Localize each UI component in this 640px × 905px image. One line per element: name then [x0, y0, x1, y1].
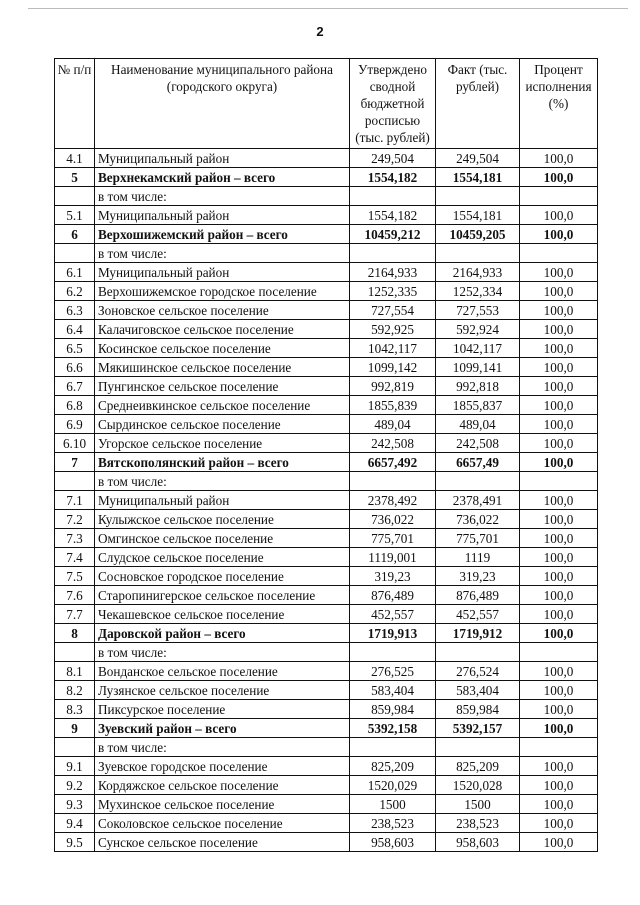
row-name: Пиксурское поселение — [95, 700, 350, 719]
row-fact: 1252,334 — [436, 282, 520, 301]
table-row — [55, 719, 598, 738]
row-fact: 736,022 — [436, 510, 520, 529]
row-number: 7.5 — [55, 567, 95, 586]
row-number: 6.2 — [55, 282, 95, 301]
row-fact: 452,557 — [436, 605, 520, 624]
row-percent: 100,0 — [520, 529, 598, 548]
row-approved: 276,525 — [350, 662, 436, 681]
row-fact: 1500 — [436, 795, 520, 814]
row-approved: 876,489 — [350, 586, 436, 605]
row-fact — [436, 738, 520, 757]
table-row — [55, 187, 598, 206]
table-row — [55, 225, 598, 244]
row-fact: 319,23 — [436, 567, 520, 586]
row-percent: 100,0 — [520, 396, 598, 415]
row-percent: 100,0 — [520, 168, 598, 187]
table-row — [55, 491, 598, 510]
table-row — [55, 149, 598, 168]
row-percent: 100,0 — [520, 282, 598, 301]
row-approved — [350, 244, 436, 263]
row-number: 6.9 — [55, 415, 95, 434]
row-name: Старопинигерское сельское поселение — [95, 586, 350, 605]
row-fact: 276,524 — [436, 662, 520, 681]
row-number: 8.2 — [55, 681, 95, 700]
row-percent: 100,0 — [520, 586, 598, 605]
row-number: 7.2 — [55, 510, 95, 529]
row-approved: 1252,335 — [350, 282, 436, 301]
table-row — [55, 833, 598, 852]
row-number: 7 — [55, 453, 95, 472]
row-number: 7.4 — [55, 548, 95, 567]
row-approved: 1500 — [350, 795, 436, 814]
row-approved: 1855,839 — [350, 396, 436, 415]
row-number: 9.2 — [55, 776, 95, 795]
page-number: 2 — [316, 24, 324, 39]
row-fact: 876,489 — [436, 586, 520, 605]
table-row — [55, 643, 598, 662]
row-fact: 6657,49 — [436, 453, 520, 472]
row-fact: 775,701 — [436, 529, 520, 548]
table-row — [55, 567, 598, 586]
row-approved: 1719,913 — [350, 624, 436, 643]
row-fact: 583,404 — [436, 681, 520, 700]
row-name: Муниципальный район — [95, 263, 350, 282]
row-fact: 992,818 — [436, 377, 520, 396]
table-body — [55, 149, 598, 852]
row-fact: 1099,141 — [436, 358, 520, 377]
row-number — [55, 187, 95, 206]
row-percent: 100,0 — [520, 548, 598, 567]
row-number: 7.7 — [55, 605, 95, 624]
row-number: 9 — [55, 719, 95, 738]
row-name: Мухинское сельское поселение — [95, 795, 350, 814]
row-number: 8.1 — [55, 662, 95, 681]
table-row — [55, 453, 598, 472]
row-number: 6.5 — [55, 339, 95, 358]
row-fact: 1042,117 — [436, 339, 520, 358]
row-approved: 992,819 — [350, 377, 436, 396]
row-number: 6.6 — [55, 358, 95, 377]
row-name: Среднеивкинское сельское поселение — [95, 396, 350, 415]
row-approved — [350, 643, 436, 662]
row-name: Кулыжское сельское поселение — [95, 510, 350, 529]
table-row — [55, 510, 598, 529]
row-percent: 100,0 — [520, 339, 598, 358]
row-name: Муниципальный район — [95, 491, 350, 510]
row-name: Зуевский район – всего — [95, 719, 350, 738]
row-approved: 583,404 — [350, 681, 436, 700]
row-approved: 1099,142 — [350, 358, 436, 377]
row-number: 4.1 — [55, 149, 95, 168]
row-approved: 1554,182 — [350, 168, 436, 187]
row-approved: 825,209 — [350, 757, 436, 776]
row-number: 6.4 — [55, 320, 95, 339]
row-name: Муниципальный район — [95, 149, 350, 168]
row-percent: 100,0 — [520, 434, 598, 453]
row-name: Вонданское сельское поселение — [95, 662, 350, 681]
row-fact: 592,924 — [436, 320, 520, 339]
row-percent: 100,0 — [520, 681, 598, 700]
row-fact: 10459,205 — [436, 225, 520, 244]
table-row — [55, 624, 598, 643]
row-fact: 1719,912 — [436, 624, 520, 643]
row-percent: 100,0 — [520, 301, 598, 320]
table-row — [55, 206, 598, 225]
row-fact: 727,553 — [436, 301, 520, 320]
row-fact: 2378,491 — [436, 491, 520, 510]
row-name: Омгинское сельское поселение — [95, 529, 350, 548]
table-row — [55, 529, 598, 548]
row-approved: 452,557 — [350, 605, 436, 624]
table-row — [55, 586, 598, 605]
table-row — [55, 738, 598, 757]
table-row — [55, 244, 598, 263]
row-approved: 242,508 — [350, 434, 436, 453]
row-approved: 249,504 — [350, 149, 436, 168]
table-row — [55, 662, 598, 681]
row-number: 7.3 — [55, 529, 95, 548]
row-percent: 100,0 — [520, 719, 598, 738]
row-percent: 100,0 — [520, 149, 598, 168]
row-name: Соколовское сельское поселение — [95, 814, 350, 833]
row-number: 8 — [55, 624, 95, 643]
row-fact: 1554,181 — [436, 206, 520, 225]
row-name: Верхошижемский район – всего — [95, 225, 350, 244]
row-percent: 100,0 — [520, 320, 598, 339]
row-percent: 100,0 — [520, 263, 598, 282]
row-number: 5.1 — [55, 206, 95, 225]
row-approved: 6657,492 — [350, 453, 436, 472]
row-number: 8.3 — [55, 700, 95, 719]
row-name: Сырдинское сельское поселение — [95, 415, 350, 434]
table-row — [55, 605, 598, 624]
row-percent: 100,0 — [520, 624, 598, 643]
row-approved: 238,523 — [350, 814, 436, 833]
row-approved: 2164,933 — [350, 263, 436, 282]
row-number: 9.3 — [55, 795, 95, 814]
row-percent: 100,0 — [520, 757, 598, 776]
table-row — [55, 757, 598, 776]
row-percent: 100,0 — [520, 415, 598, 434]
row-number: 9.4 — [55, 814, 95, 833]
row-name: Верхнекамский район – всего — [95, 168, 350, 187]
row-approved — [350, 472, 436, 491]
row-name: Косинское сельское поселение — [95, 339, 350, 358]
row-name: в том числе: — [95, 472, 350, 491]
row-percent: 100,0 — [520, 662, 598, 681]
row-approved — [350, 738, 436, 757]
row-percent — [520, 738, 598, 757]
row-number: 6.3 — [55, 301, 95, 320]
header-fact: Факт (тыс. рублей) — [436, 59, 520, 149]
row-fact: 958,603 — [436, 833, 520, 852]
header-approved: Утверждено сводной бюджетной росписью (тыс. рублей) — [350, 59, 436, 149]
row-approved: 1520,029 — [350, 776, 436, 795]
row-fact — [436, 187, 520, 206]
row-approved: 859,984 — [350, 700, 436, 719]
table-row — [55, 320, 598, 339]
row-name: Муниципальный район — [95, 206, 350, 225]
row-approved: 5392,158 — [350, 719, 436, 738]
table-row — [55, 472, 598, 491]
row-approved: 489,04 — [350, 415, 436, 434]
row-number: 5 — [55, 168, 95, 187]
table-row — [55, 396, 598, 415]
table-row — [55, 548, 598, 567]
row-name: Мякишинское сельское поселение — [95, 358, 350, 377]
row-name: Вятскополянский район – всего — [95, 453, 350, 472]
row-percent: 100,0 — [520, 776, 598, 795]
row-name: Пунгинское сельское поселение — [95, 377, 350, 396]
row-percent — [520, 643, 598, 662]
row-name: в том числе: — [95, 738, 350, 757]
budget-table — [54, 58, 598, 852]
row-number — [55, 738, 95, 757]
row-number — [55, 643, 95, 662]
table-row — [55, 795, 598, 814]
header-name: Наименование муниципального района (городского округа) — [95, 59, 350, 149]
row-number: 7.6 — [55, 586, 95, 605]
row-percent: 100,0 — [520, 795, 598, 814]
row-percent: 100,0 — [520, 700, 598, 719]
table-row — [55, 358, 598, 377]
row-name: Сосновское городское поселение — [95, 567, 350, 586]
row-percent: 100,0 — [520, 225, 598, 244]
table-row — [55, 339, 598, 358]
row-fact: 489,04 — [436, 415, 520, 434]
row-fact — [436, 472, 520, 491]
table-row — [55, 282, 598, 301]
table-row — [55, 301, 598, 320]
row-percent: 100,0 — [520, 605, 598, 624]
row-percent: 100,0 — [520, 491, 598, 510]
row-number: 6.7 — [55, 377, 95, 396]
row-percent: 100,0 — [520, 453, 598, 472]
row-name: Зоновское сельское поселение — [95, 301, 350, 320]
row-percent: 100,0 — [520, 510, 598, 529]
row-percent: 100,0 — [520, 567, 598, 586]
row-fact: 1520,028 — [436, 776, 520, 795]
table-row — [55, 415, 598, 434]
table-row — [55, 814, 598, 833]
table-header-row — [55, 59, 598, 149]
row-fact: 825,209 — [436, 757, 520, 776]
row-approved: 958,603 — [350, 833, 436, 852]
row-fact: 238,523 — [436, 814, 520, 833]
row-fact: 1855,837 — [436, 396, 520, 415]
row-fact: 859,984 — [436, 700, 520, 719]
row-percent — [520, 244, 598, 263]
row-approved: 727,554 — [350, 301, 436, 320]
top-rule — [28, 8, 628, 9]
row-approved: 775,701 — [350, 529, 436, 548]
row-approved: 592,925 — [350, 320, 436, 339]
row-name: в том числе: — [95, 643, 350, 662]
row-number: 6.8 — [55, 396, 95, 415]
table-row — [55, 700, 598, 719]
row-approved: 1119,001 — [350, 548, 436, 567]
row-percent: 100,0 — [520, 814, 598, 833]
table-row — [55, 434, 598, 453]
row-name: Чекашевское сельское поселение — [95, 605, 350, 624]
row-name: Слудское сельское поселение — [95, 548, 350, 567]
row-number — [55, 244, 95, 263]
row-name: Лузянское сельское поселение — [95, 681, 350, 700]
row-name: Верхошижемское городское поселение — [95, 282, 350, 301]
row-name: Калачиговское сельское поселение — [95, 320, 350, 339]
row-fact: 5392,157 — [436, 719, 520, 738]
row-approved: 10459,212 — [350, 225, 436, 244]
row-name: в том числе: — [95, 187, 350, 206]
row-percent: 100,0 — [520, 833, 598, 852]
row-number — [55, 472, 95, 491]
table-row — [55, 776, 598, 795]
row-name: Угорское сельское поселение — [95, 434, 350, 453]
row-fact: 1119 — [436, 548, 520, 567]
row-name: в том числе: — [95, 244, 350, 263]
row-number: 6 — [55, 225, 95, 244]
row-fact: 2164,933 — [436, 263, 520, 282]
row-name: Сунское сельское поселение — [95, 833, 350, 852]
row-number: 9.5 — [55, 833, 95, 852]
row-approved: 2378,492 — [350, 491, 436, 510]
row-number: 6.10 — [55, 434, 95, 453]
row-name: Даровской район – всего — [95, 624, 350, 643]
row-name: Зуевское городское поселение — [95, 757, 350, 776]
row-fact: 1554,181 — [436, 168, 520, 187]
table-row — [55, 377, 598, 396]
row-number: 7.1 — [55, 491, 95, 510]
row-approved: 1042,117 — [350, 339, 436, 358]
row-fact: 242,508 — [436, 434, 520, 453]
row-approved — [350, 187, 436, 206]
row-percent: 100,0 — [520, 377, 598, 396]
row-approved: 1554,182 — [350, 206, 436, 225]
header-percent: Процент исполнения (%) — [520, 59, 598, 149]
row-fact — [436, 643, 520, 662]
row-fact: 249,504 — [436, 149, 520, 168]
row-approved: 319,23 — [350, 567, 436, 586]
header-num: № п/п — [55, 59, 95, 149]
row-number: 9.1 — [55, 757, 95, 776]
row-name: Кордяжское сельское поселение — [95, 776, 350, 795]
row-percent: 100,0 — [520, 358, 598, 377]
row-percent — [520, 187, 598, 206]
row-fact — [436, 244, 520, 263]
table-row — [55, 681, 598, 700]
table-row — [55, 263, 598, 282]
table-row — [55, 168, 598, 187]
row-number: 6.1 — [55, 263, 95, 282]
row-percent: 100,0 — [520, 206, 598, 225]
row-percent — [520, 472, 598, 491]
row-approved: 736,022 — [350, 510, 436, 529]
